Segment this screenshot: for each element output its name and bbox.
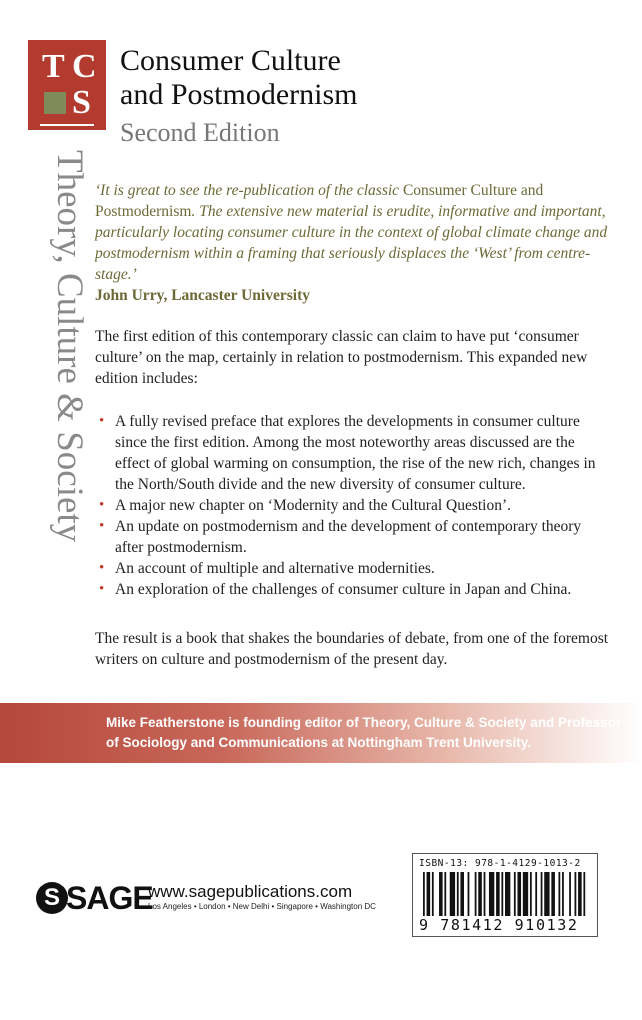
barcode-icon	[423, 872, 587, 916]
list-item	[95, 516, 610, 558]
series-title: Theory, Culture & Society	[49, 150, 90, 543]
author-bio	[106, 713, 626, 753]
isbn-barcode-box	[412, 853, 598, 937]
book-title-line1: Consumer Culture	[120, 44, 341, 77]
quote-attribution: John Urry, Lancaster University	[95, 287, 310, 304]
quote-book-title: Consumer Culture and Postmodernism	[95, 182, 544, 220]
bullet-icon: •	[99, 497, 105, 513]
quote-part2: . The extensive new material is erudite, informative and important, particularly locating consumer culture in the context of global climate change and postmodernism within a framing that seriously displaces the ‘West’ from centre-stage.’	[95, 203, 608, 283]
sage-logo-s: S	[43, 884, 60, 911]
conclusion-paragraph: The result is a book that shakes the boundaries of debate, from one of the foremost writers on culture and postmodernism of the present day.	[95, 630, 609, 668]
list-item-text: An account of multiple and alternative modernities.	[115, 560, 435, 577]
bullet-icon: •	[99, 560, 105, 576]
logo-letter-t: T	[42, 48, 65, 85]
author-name: Mike Featherstone	[106, 715, 225, 730]
logo-letter-c: C	[72, 48, 97, 85]
logo-rule	[40, 124, 94, 126]
feature-list	[95, 411, 610, 600]
series-spine	[44, 150, 94, 560]
endorsement-quote	[95, 180, 610, 285]
publisher-url: www.sagepublications.com	[148, 882, 353, 901]
list-item	[95, 558, 610, 579]
bullet-icon: •	[99, 581, 105, 597]
intro-paragraph: The first edition of this contemporary classic can claim to have put ‘consumer culture’ on the map, certainly in relation to postmodernism. This expanded new edition includes:	[95, 328, 588, 387]
bullet-icon: •	[99, 518, 105, 534]
list-item	[95, 411, 610, 495]
publisher-cities: Los Angeles • London • New Delhi • Singapore • Washington DC	[148, 902, 376, 911]
list-item	[95, 579, 610, 600]
list-item-text: An exploration of the challenges of consumer culture in Japan and China.	[115, 581, 572, 598]
bullet-icon: •	[99, 413, 105, 429]
quote-part1: ‘It is great to see the re-publication of the classic	[95, 182, 403, 199]
author-band	[0, 703, 642, 763]
tcs-logo	[28, 40, 106, 130]
list-item	[95, 495, 610, 516]
back-cover-content	[95, 180, 610, 670]
author-bio-text: is founding editor of Theory, Culture & Society and Professor of Sociology and Communications at Nottingham Trent University.	[106, 715, 622, 750]
list-item-text: A major new chapter on ‘Modernity and the Cultural Question’.	[115, 497, 512, 514]
list-item-text: A fully revised preface that explores the developments in consumer culture since the first edition. Among the most noteworthy areas discussed are the effect of global warming on consumption, the rise of the new rich, changes in the North/South divide and the new diversity of consumer culture.	[115, 413, 596, 493]
book-title	[120, 44, 358, 112]
logo-square	[44, 92, 66, 114]
barcode-number: 9 781412 910132	[419, 916, 579, 934]
list-item-text: An update on postmodernism and the development of contemporary theory after postmodernism.	[115, 518, 582, 556]
edition-label: Second Edition	[120, 118, 280, 147]
logo-letter-s: S	[72, 84, 91, 121]
isbn-label: ISBN-13: 978-1-4129-1013-2	[419, 858, 581, 869]
book-title-line2: and Postmodernism	[120, 78, 358, 111]
sage-logo-word: SAGE	[66, 880, 153, 916]
